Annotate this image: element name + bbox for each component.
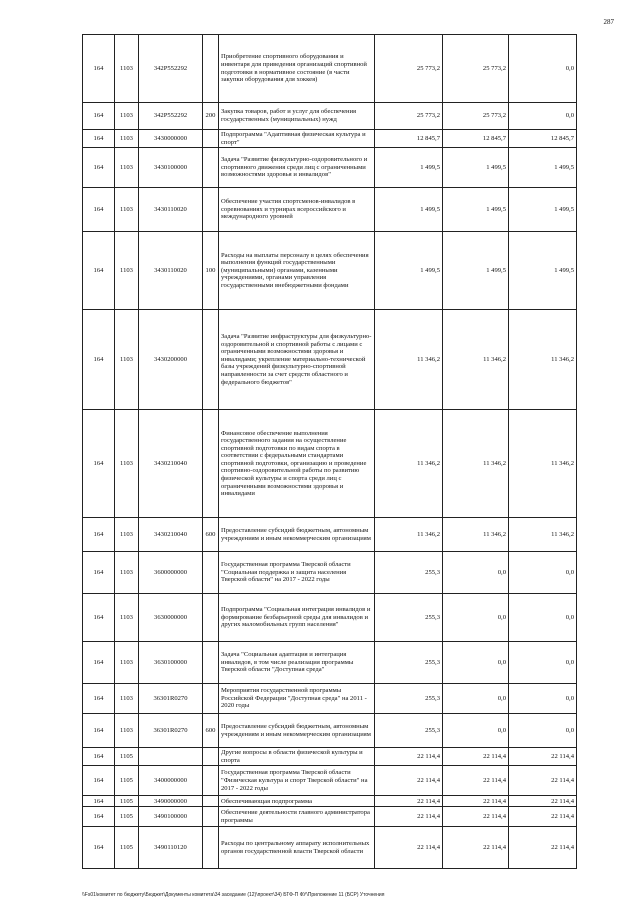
cell-target-article: 3430110020 (139, 188, 203, 232)
cell-amount-1: 22 114,4 (375, 827, 443, 869)
cell-amount-3: 1 499,5 (509, 188, 577, 232)
cell-section: 1103 (115, 130, 139, 148)
cell-expense-type (203, 684, 219, 714)
cell-expense-type (203, 410, 219, 518)
cell-amount-1: 25 773,2 (375, 35, 443, 103)
cell-name: Расходы на выплаты персоналу в целях обеспечения выполнения функций государственными (муниципальными) органами, казенными учреждениями, органами управления государственными внебюджетными фондами (219, 232, 375, 310)
cell-target-article: 3630100000 (139, 642, 203, 684)
cell-amount-1: 11 346,2 (375, 518, 443, 552)
cell-target-article: 3600000000 (139, 552, 203, 594)
cell-amount-1: 22 114,4 (375, 807, 443, 827)
table-row (83, 232, 577, 310)
table-row (83, 642, 577, 684)
cell-amount-3: 0,0 (509, 594, 577, 642)
cell-expense-type (203, 310, 219, 410)
cell-section: 1105 (115, 827, 139, 869)
cell-amount-3: 0,0 (509, 714, 577, 748)
budget-table-body (83, 35, 577, 869)
table-row (83, 827, 577, 869)
cell-amount-2: 1 499,5 (443, 188, 509, 232)
cell-amount-2: 22 114,4 (443, 796, 509, 807)
cell-section: 1103 (115, 410, 139, 518)
cell-expense-type (203, 642, 219, 684)
cell-expense-type (203, 796, 219, 807)
cell-expense-type (203, 748, 219, 766)
cell-amount-2: 0,0 (443, 552, 509, 594)
cell-amount-2: 0,0 (443, 684, 509, 714)
cell-amount-1: 1 499,5 (375, 188, 443, 232)
cell-amount-3: 11 346,2 (509, 310, 577, 410)
cell-target-article: 3430000000 (139, 130, 203, 148)
cell-amount-2: 25 773,2 (443, 103, 509, 130)
cell-admin-code: 164 (83, 684, 115, 714)
cell-admin-code: 164 (83, 594, 115, 642)
cell-expense-type (203, 766, 219, 796)
cell-name: Предоставление субсидий бюджетным, автономным учреждениям и иным некоммерческим организациям (219, 714, 375, 748)
cell-target-article: 3490000000 (139, 796, 203, 807)
cell-admin-code: 164 (83, 827, 115, 869)
cell-amount-2: 22 114,4 (443, 766, 509, 796)
cell-admin-code: 164 (83, 103, 115, 130)
cell-amount-1: 11 346,2 (375, 310, 443, 410)
table-row (83, 748, 577, 766)
cell-target-article: 3430210040 (139, 410, 203, 518)
cell-target-article: 342P552292 (139, 35, 203, 103)
cell-admin-code: 164 (83, 642, 115, 684)
cell-amount-2: 11 346,2 (443, 410, 509, 518)
footer-file-path: \\Fs01\комитет по бюджету\Бюджет\Документы комитета\34 заседание (12)\проект\34) БТФ-П ФУ\Приложение 11 (БСР) Уточнения (82, 892, 385, 898)
cell-amount-2: 0,0 (443, 642, 509, 684)
cell-name: Подпрограмма "Адаптивная физическая культура и спорт" (219, 130, 375, 148)
cell-name: Задача "Развитие физкультурно-оздоровительного и спортивного движения среди лиц с ограниченными возможностями здоровья и инвалидов" (219, 148, 375, 188)
cell-target-article: 3490110120 (139, 827, 203, 869)
table-row (83, 148, 577, 188)
cell-target-article: 3490100000 (139, 807, 203, 827)
cell-target-article: 36301R0270 (139, 714, 203, 748)
cell-name: Расходы по центральному аппарату исполнительных органов государственной власти Тверской области (219, 827, 375, 869)
cell-section: 1103 (115, 642, 139, 684)
cell-section: 1103 (115, 103, 139, 130)
cell-expense-type (203, 188, 219, 232)
cell-amount-3: 0,0 (509, 35, 577, 103)
cell-section: 1105 (115, 796, 139, 807)
cell-section: 1103 (115, 35, 139, 103)
cell-amount-2: 22 114,4 (443, 807, 509, 827)
cell-amount-3: 0,0 (509, 642, 577, 684)
cell-target-article: 3630000000 (139, 594, 203, 642)
cell-amount-1: 12 845,7 (375, 130, 443, 148)
cell-target-article: 342P552292 (139, 103, 203, 130)
cell-section: 1103 (115, 310, 139, 410)
table-row (83, 766, 577, 796)
table-row (83, 518, 577, 552)
cell-name: Задача "Развитие инфраструктуры для физкультурно-оздоровительной и спортивной работы с лицами с ограниченными возможностями здоровья и инвалидами; укрепление материально-технической базы учреждений физкультурно-спортивной направленности за счет средств областного и федерального бюджетов" (219, 310, 375, 410)
cell-name: Предоставление субсидий бюджетным, автономным учреждениям и иным некоммерческим организациям (219, 518, 375, 552)
cell-name: Закупка товаров, работ и услуг для обеспечения государственных (муниципальных) нужд (219, 103, 375, 130)
cell-section: 1105 (115, 766, 139, 796)
cell-amount-2: 11 346,2 (443, 310, 509, 410)
cell-expense-type (203, 594, 219, 642)
cell-target-article: 36301R0270 (139, 684, 203, 714)
cell-amount-3: 22 114,4 (509, 748, 577, 766)
cell-expense-type (203, 130, 219, 148)
cell-amount-2: 0,0 (443, 594, 509, 642)
cell-admin-code: 164 (83, 188, 115, 232)
cell-amount-2: 0,0 (443, 714, 509, 748)
table-row (83, 310, 577, 410)
cell-amount-1: 255,3 (375, 594, 443, 642)
cell-section: 1103 (115, 684, 139, 714)
cell-target-article: 3430100000 (139, 148, 203, 188)
cell-admin-code: 164 (83, 807, 115, 827)
table-row (83, 410, 577, 518)
cell-amount-1: 22 114,4 (375, 796, 443, 807)
cell-amount-3: 0,0 (509, 103, 577, 130)
table-row (83, 130, 577, 148)
cell-name: Другие вопросы в области физической культуры и спорта (219, 748, 375, 766)
cell-admin-code: 164 (83, 518, 115, 552)
cell-target-article: 3430200000 (139, 310, 203, 410)
table-row (83, 552, 577, 594)
cell-admin-code: 164 (83, 748, 115, 766)
cell-amount-1: 22 114,4 (375, 748, 443, 766)
cell-amount-1: 255,3 (375, 684, 443, 714)
cell-section: 1103 (115, 594, 139, 642)
cell-admin-code: 164 (83, 796, 115, 807)
cell-amount-3: 0,0 (509, 684, 577, 714)
cell-amount-2: 1 499,5 (443, 148, 509, 188)
cell-admin-code: 164 (83, 35, 115, 103)
cell-amount-3: 22 114,4 (509, 807, 577, 827)
cell-section: 1103 (115, 518, 139, 552)
cell-amount-3: 22 114,4 (509, 827, 577, 869)
cell-amount-3: 1 499,5 (509, 148, 577, 188)
cell-amount-3: 22 114,4 (509, 796, 577, 807)
cell-name: Обеспечение участия спортсменов-инвалидов в соревнованиях и турнирах всероссийского и международного уровней (219, 188, 375, 232)
cell-admin-code: 164 (83, 310, 115, 410)
cell-target-article: 3430110020 (139, 232, 203, 310)
cell-amount-3: 22 114,4 (509, 766, 577, 796)
table-row (83, 796, 577, 807)
table-row (83, 35, 577, 103)
cell-expense-type (203, 807, 219, 827)
cell-section: 1105 (115, 748, 139, 766)
cell-amount-2: 22 114,4 (443, 748, 509, 766)
cell-amount-1: 1 499,5 (375, 148, 443, 188)
cell-amount-1: 255,3 (375, 552, 443, 594)
cell-amount-2: 22 114,4 (443, 827, 509, 869)
cell-admin-code: 164 (83, 410, 115, 518)
cell-section: 1103 (115, 148, 139, 188)
page-number: 287 (603, 18, 614, 26)
cell-target-article (139, 748, 203, 766)
cell-amount-3: 0,0 (509, 552, 577, 594)
cell-expense-type: 600 (203, 714, 219, 748)
cell-admin-code: 164 (83, 714, 115, 748)
cell-admin-code: 164 (83, 130, 115, 148)
cell-amount-1: 11 346,2 (375, 410, 443, 518)
table-row (83, 714, 577, 748)
cell-amount-3: 11 346,2 (509, 410, 577, 518)
cell-amount-3: 1 499,5 (509, 232, 577, 310)
cell-name: Финансовое обеспечение выполнения государственного задания на осуществление спортивной подготовки по видам спорта в соответствии с федеральными стандартами спортивной подготовки, организацию и проведение спортивно-оздоровительной работы по развитию физической культуры и спорта среди лиц с ограниченными возможностями здоровья и инвалидами (219, 410, 375, 518)
cell-section: 1103 (115, 552, 139, 594)
budget-table (82, 34, 577, 869)
cell-admin-code: 164 (83, 148, 115, 188)
cell-target-article: 3430210040 (139, 518, 203, 552)
cell-amount-3: 12 845,7 (509, 130, 577, 148)
cell-amount-2: 1 499,5 (443, 232, 509, 310)
cell-amount-2: 12 845,7 (443, 130, 509, 148)
table-row (83, 807, 577, 827)
cell-admin-code: 164 (83, 552, 115, 594)
cell-amount-1: 22 114,4 (375, 766, 443, 796)
cell-name: Обеспечивающая подпрограмма (219, 796, 375, 807)
cell-expense-type: 200 (203, 103, 219, 130)
cell-amount-1: 255,3 (375, 714, 443, 748)
cell-expense-type (203, 148, 219, 188)
cell-admin-code: 164 (83, 232, 115, 310)
cell-admin-code: 164 (83, 766, 115, 796)
cell-expense-type: 600 (203, 518, 219, 552)
table-row (83, 188, 577, 232)
table-row (83, 103, 577, 130)
cell-expense-type (203, 827, 219, 869)
cell-expense-type (203, 552, 219, 594)
cell-name: Обеспечение деятельности главного администратора программы (219, 807, 375, 827)
cell-target-article: 3400000000 (139, 766, 203, 796)
table-row (83, 594, 577, 642)
cell-name: Государственная программа Тверской области "Социальная поддержка и защита населения Тверской области" на 2017 - 2022 годы (219, 552, 375, 594)
cell-amount-3: 11 346,2 (509, 518, 577, 552)
cell-section: 1103 (115, 188, 139, 232)
cell-section: 1105 (115, 807, 139, 827)
cell-amount-1: 255,3 (375, 642, 443, 684)
cell-section: 1103 (115, 232, 139, 310)
cell-amount-2: 25 773,2 (443, 35, 509, 103)
cell-name: Подпрограмма "Социальная интеграция инвалидов и формирование безбарьерной среды для инвалидов и других маломобильных групп населения" (219, 594, 375, 642)
cell-expense-type (203, 35, 219, 103)
cell-expense-type: 100 (203, 232, 219, 310)
cell-amount-1: 1 499,5 (375, 232, 443, 310)
cell-name: Государственная программа Тверской области "Физическая культура и спорт Тверской области" на 2017 - 2022 годы (219, 766, 375, 796)
cell-amount-1: 25 773,2 (375, 103, 443, 130)
cell-amount-2: 11 346,2 (443, 518, 509, 552)
cell-section: 1103 (115, 714, 139, 748)
cell-name: Приобретение спортивного оборудования и инвентаря для приведения организаций спортивной подготовки в нормативное состояние (в части закупки оборудования для хоккея) (219, 35, 375, 103)
cell-name: Задача "Социальная адаптация и интеграция инвалидов, в том числе реализация программы Тверской области "Доступная среда" (219, 642, 375, 684)
table-row (83, 684, 577, 714)
cell-name: Мероприятия государственной программы Российской Федерации "Доступная среда" на 2011 - 2020 годы (219, 684, 375, 714)
